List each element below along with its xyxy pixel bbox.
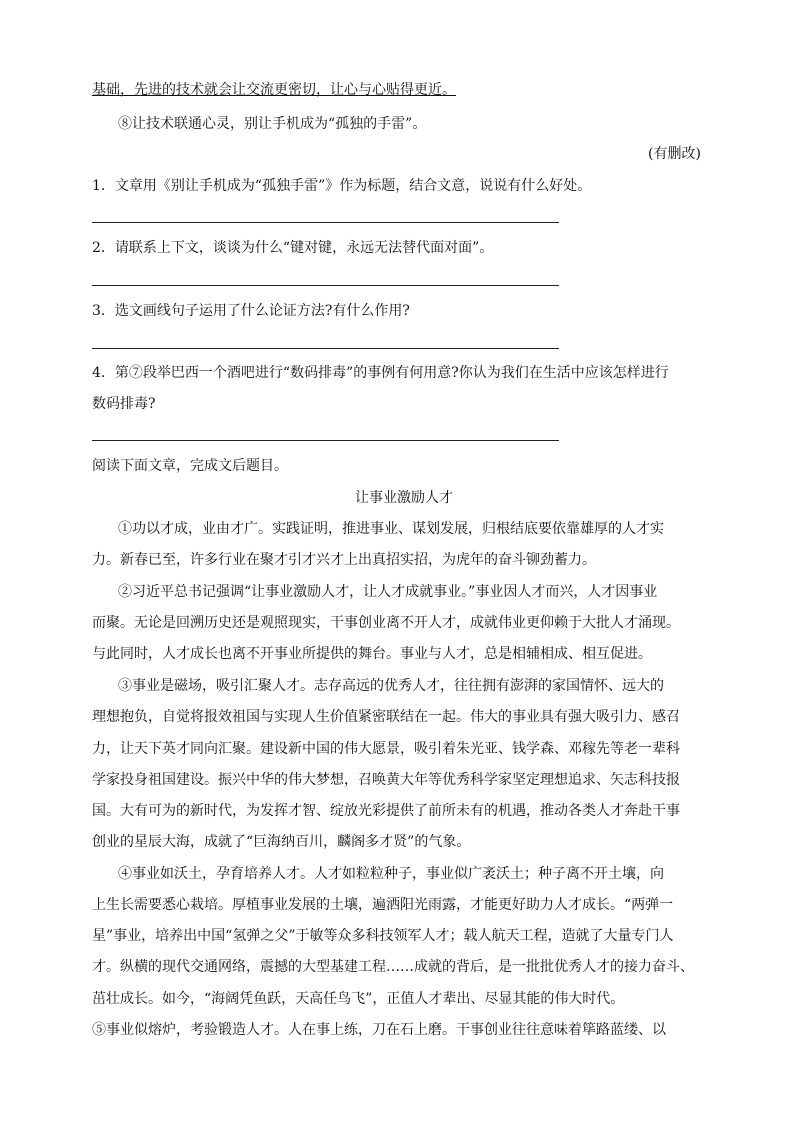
reading-instruction: 阅读下面文章，完成文后题目。 bbox=[92, 458, 288, 474]
article-line: 星”事业，培养出中国“氢弹之父”于敏等众多科技领军人才；载人航天工程，造就了大量专门人 bbox=[92, 928, 674, 944]
article-line: ①功以才成，业由才广。实践证明，推进事业、谋划发展，归根结底要依靠雄厚的人才实 bbox=[118, 521, 664, 537]
article-line: ③事业是磁场，吸引汇聚人才。志存高远的优秀人才，往往拥有澎湃的家国情怀、远大的 bbox=[118, 678, 664, 694]
answer-line-2[interactable] bbox=[92, 285, 559, 286]
article-line: 而聚。无论是回溯历史还是观照现实，干事创业离不开人才，成就伟业更仰赖于大批人才涌现。 bbox=[92, 615, 680, 631]
article-line: 力，让天下英才同向汇聚。建设新中国的伟大愿景，吸引着朱光亚、钱学森、邓稼先等老一辈科 bbox=[92, 741, 680, 757]
article-line: 上生长需要悉心栽培。厚植事业发展的土壤，遍洒阳光雨露，才能更好助力人才成长。“两弹一 bbox=[92, 897, 674, 913]
article-line: 理想抱负，自觉将报效祖国与实现人生价值紧密联结在一起。伟大的事业具有强大吸引力、感召 bbox=[92, 709, 680, 725]
question-4-continued: 数码排毒? bbox=[92, 396, 156, 412]
paragraph-8: ⑧让技术联通心灵，别让手机成为“孤独的手雷”。 bbox=[118, 116, 427, 132]
article-line: 才。纵横的现代交通网络，震撼的大型基建工程……成就的背后，是一批批优秀人才的接力奋斗、 bbox=[92, 959, 694, 975]
question-1: 1．文章用《别让手机成为“孤独手雷”》作为标题，结合文意，说说有什么好处。 bbox=[92, 178, 592, 194]
article-line: 茁壮成长。如今，“海阔凭鱼跃，天高任鸟飞”，正值人才辈出、尽显其能的伟大时代。 bbox=[92, 991, 625, 1007]
article-line: 与此同时，人才成长也离不开事业所提供的舞台。事业与人才，总是相辅相成、相互促进。 bbox=[92, 646, 652, 662]
article-line: 学家投身祖国建设。振兴中华的伟大梦想，召唤黄大年等优秀科学家坚定理想追求、矢志科技报 bbox=[92, 772, 680, 788]
article-title: 让事业激励人才 bbox=[355, 490, 453, 506]
question-4: 4．第⑦段举巴西一个酒吧进行“数码排毒”的事例有何用意?你认为我们在生活中应该怎样进行 bbox=[92, 365, 669, 381]
article-line: ④事业如沃土，孕育培养人才。人才如粒粒种子，事业似广袤沃土；种子离不开土壤，向 bbox=[118, 866, 664, 882]
question-2: 2．请联系上下文，谈谈为什么“键对键，永远无法替代面对面”。 bbox=[92, 240, 494, 256]
article-line: ②习近平总书记强调“让事业激励人才，让人才成就事业。”事业因人才而兴，人才因事业 bbox=[118, 584, 658, 600]
article-line: 国。大有可为的新时代，为发挥才智、绽放光彩提供了前所未有的机遇，推动各类人才奔赴干事 bbox=[92, 803, 680, 819]
answer-line-4[interactable] bbox=[92, 440, 559, 441]
answer-line-3[interactable] bbox=[92, 348, 559, 349]
answer-line-1[interactable] bbox=[92, 222, 559, 223]
question-3: 3．选文画线句子运用了什么论证方法?有什么作用? bbox=[92, 303, 410, 319]
article-line: 力。新春已至，许多行业在聚才引才兴才上出真招实招，为虎年的奋斗铆劲蓄力。 bbox=[92, 552, 596, 568]
underlined-sentence: 基础，先进的技术就会让交流更密切，让心与心贴得更近。 bbox=[92, 82, 456, 98]
article-line: 创业的星辰大海，成就了“巨海纳百川，麟阁多才贤”的气象。 bbox=[92, 834, 471, 850]
edit-note: (有删改) bbox=[648, 146, 701, 162]
article-line: ⑤事业似熔炉，考验锻造人才。人在事上练，刀在石上磨。干事创业往往意味着筚路蓝缕、以 bbox=[92, 1022, 666, 1038]
